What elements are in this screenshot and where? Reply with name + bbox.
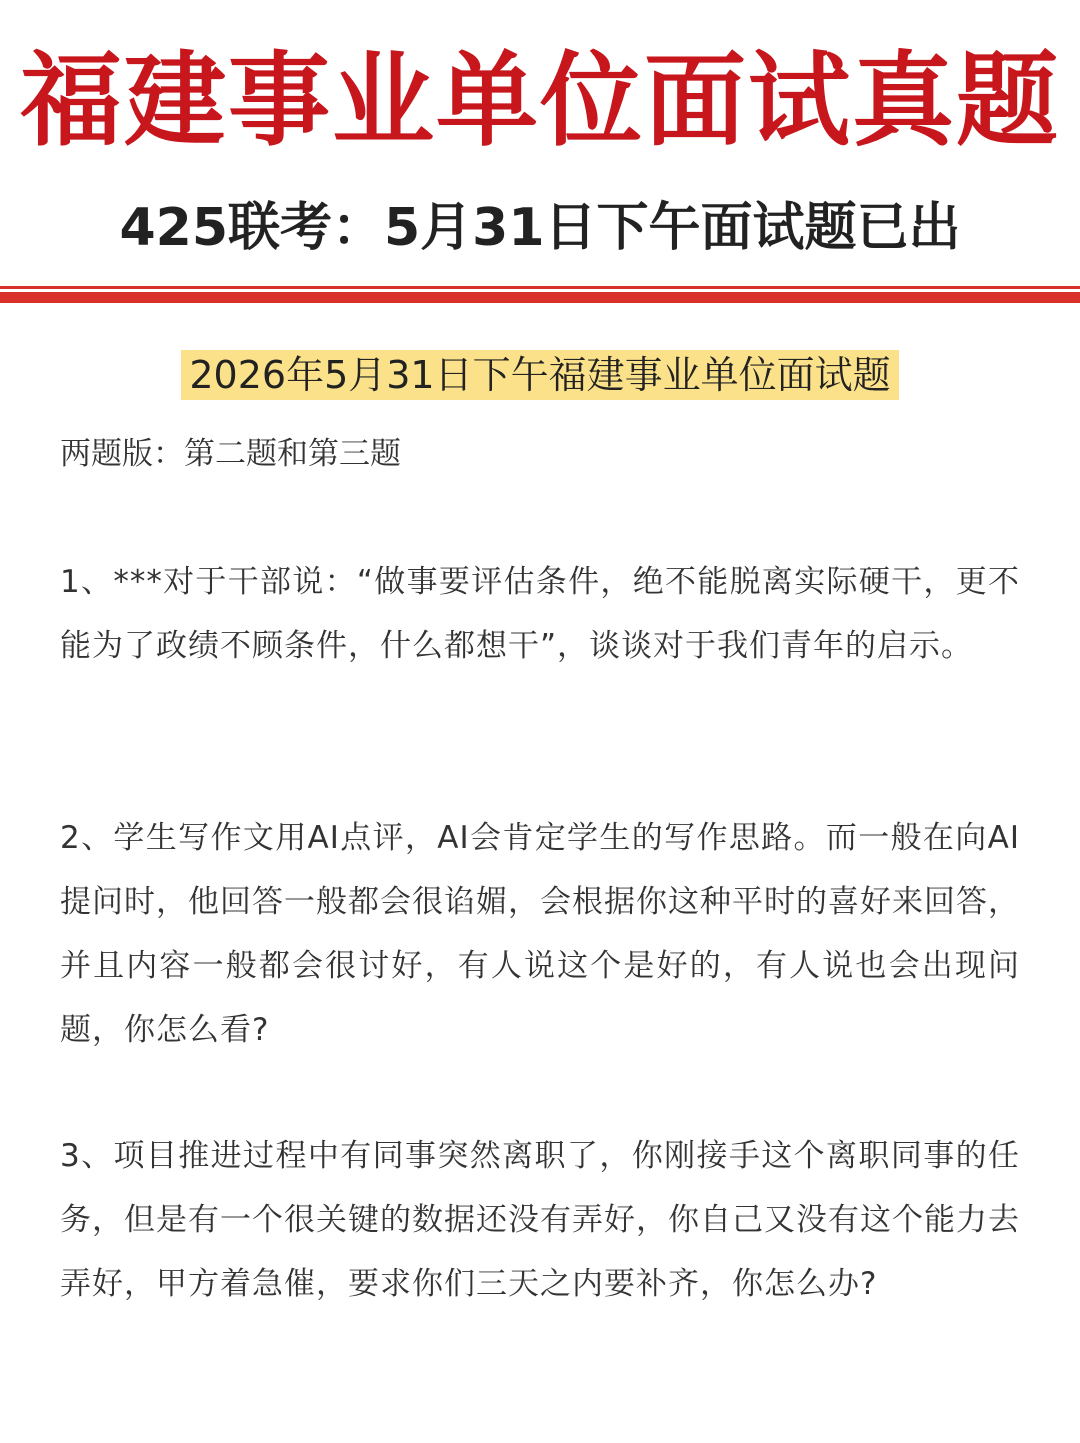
question-1: 1、***对于干部说：“做事要评估条件，绝不能脱离实际硬干，更不能为了政绩不顾条件，什么都想干”，谈谈对于我们青年的启示。 [60,564,1020,664]
section-heading-wrap [0,350,1080,400]
question-3: 3、项目推进过程中有同事突然离职了，你刚接手这个离职同事的任务，但是有一个很关键的数据还没有弄好，你自己又没有这个能力去弄好，甲方着急催，要求你们三天之内要补齐，你怎么办? [60,1138,1020,1302]
question-2: 2、学生写作文用AI点评，AI会肯定学生的写作思路。而一般在向AI提问时，他回答一般都会很谄媚，会根据你这种平时的喜好来回答，并且内容一般都会很讨好，有人说这个是好的，有人说也会出现问题，你怎么看? [60,820,1020,1048]
header-banner [0,0,1080,300]
header-divider-thick [0,292,1080,303]
header-divider-thin [0,286,1080,289]
sub-title: 425联考：5月31日下午面试题已出 [119,198,961,258]
main-title: 福建事业单位面试真题 [20,42,1060,161]
version-note: 两题版：第二题和第三题 [60,436,401,472]
section-heading: 2026年5月31日下午福建事业单位面试题 [181,350,898,400]
